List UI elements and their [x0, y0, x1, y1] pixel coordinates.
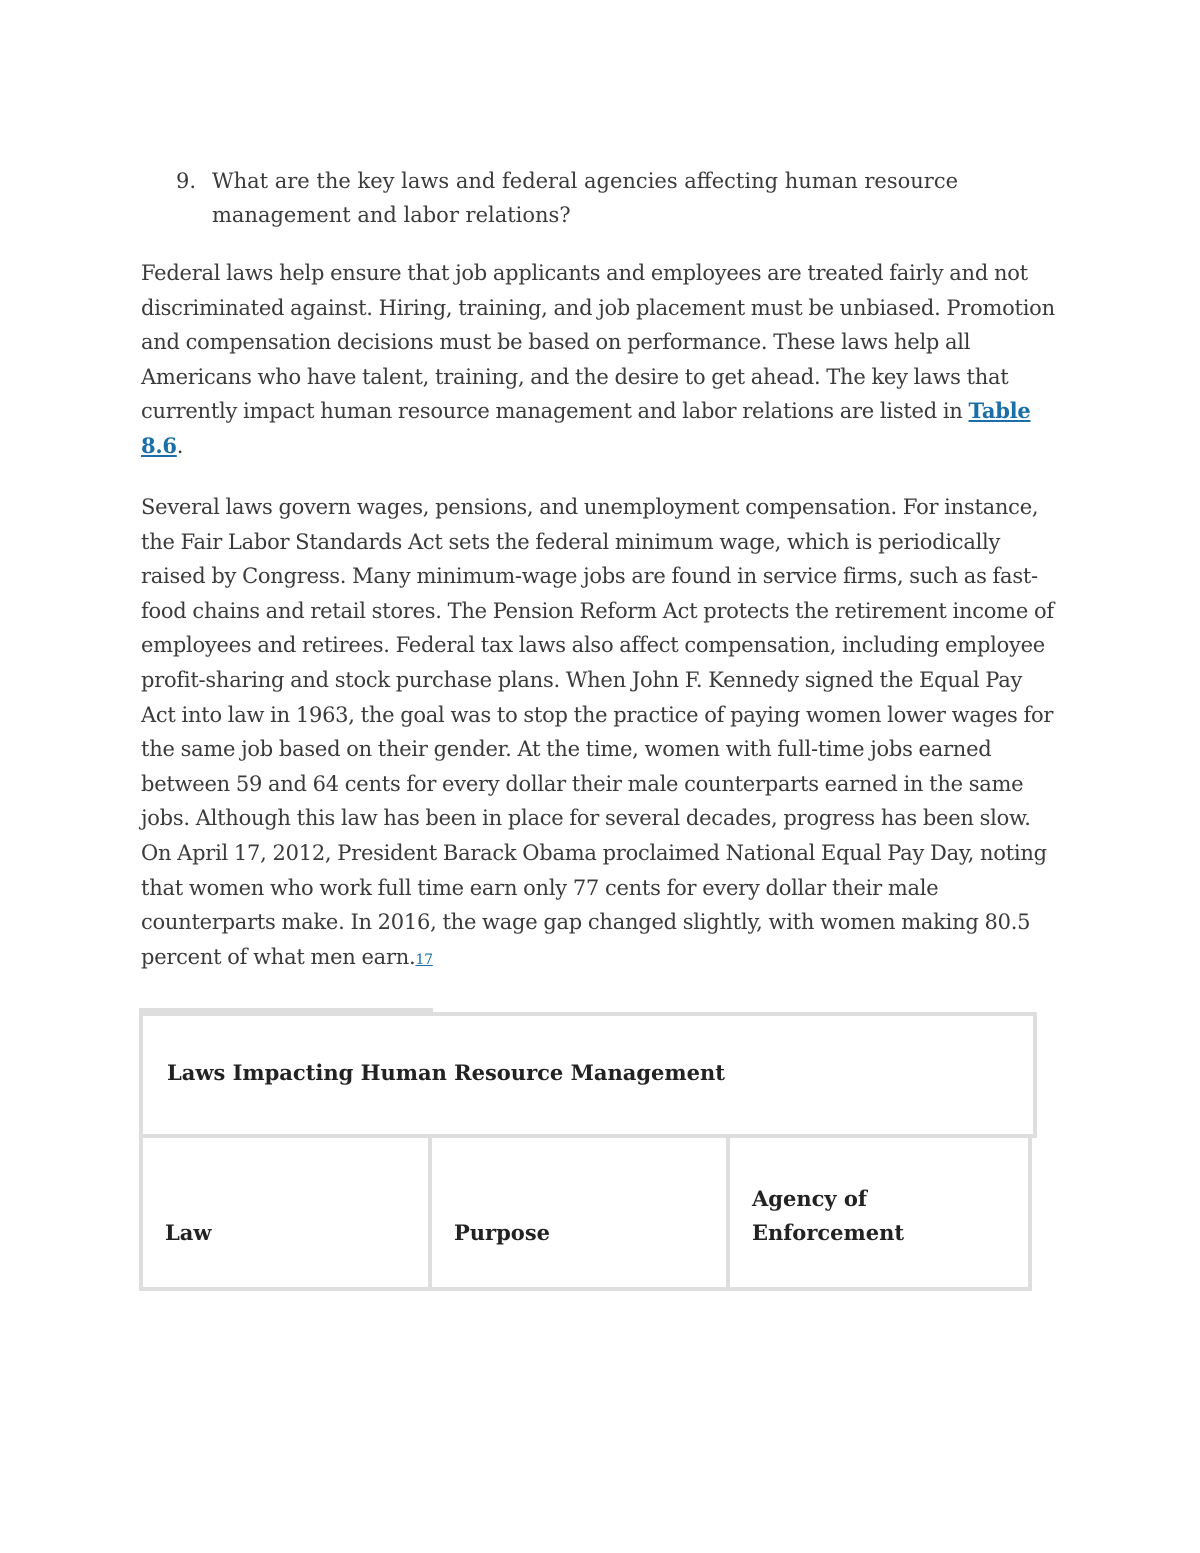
- question-number: 9.: [176, 169, 197, 193]
- column-header-law-label: Law: [165, 1220, 212, 1245]
- footnote-link[interactable]: 17: [415, 951, 433, 968]
- table-header-row: [139, 1134, 1037, 1291]
- table-8-6-link[interactable]: Table 8.6: [141, 398, 1031, 458]
- column-header-agency-label: Agency of Enforcement: [752, 1186, 905, 1245]
- question-text: What are the key laws and federal agencies affecting human resource management and labor relations?: [212, 169, 959, 227]
- paragraph-1-text: Federal laws help ensure that job applicants and employees are treated fairly and not discriminated against. Hiring, training, and job placement must be unbiased. Promotion and compensation decisions must be based on performance. These laws help all Americans who have talent, training, and the desire to get ahead. The key laws that currently impact human resource management and labor relations are listed in: [141, 261, 1055, 424]
- laws-table: [139, 1008, 1037, 1291]
- column-header-agency: [728, 1134, 1032, 1291]
- column-header-law: [139, 1134, 430, 1291]
- column-header-purpose: [430, 1134, 728, 1291]
- table-title-cell: [139, 1012, 1037, 1138]
- column-header-purpose-label: Purpose: [454, 1220, 550, 1245]
- table-title: Laws Impacting Human Resource Management: [167, 1060, 725, 1085]
- paragraph-federal-laws: [141, 256, 1056, 464]
- question-item: [176, 164, 1036, 232]
- paragraph-1-end: .: [176, 433, 184, 458]
- paragraph-2-text: Several laws govern wages, pensions, and unemployment compensation. For instance, the Fair Labor Standards Act sets the federal minimum wage, which is periodically raised by Congress. Many minimum-wage jobs are found in service firms, such as fast-food chains and retail stores. The Pension Reform Act protects the retirement income of employees and retirees. Federal tax laws also affect compensation, including employee profit-sharing and stock purchase plans. When John F. Kennedy signed the Equal Pay Act into law in 1963, the goal was to stop the practice of paying women lower wages for the same job based on their gender. At the time, women with full-time jobs earned between 59 and 64 cents for every dollar their male counterparts earned in the same jobs. Although this law has been in place for several decades, progress has been slow. On April 17, 2012, President Barack Obama proclaimed National Equal Pay Day, noting that women who work full time earn only 77 cents for every dollar their male counterparts make. In 2016, the wage gap changed slightly, with women making 80.5 percent of what men earn.: [141, 495, 1054, 969]
- paragraph-wage-laws: [141, 490, 1056, 977]
